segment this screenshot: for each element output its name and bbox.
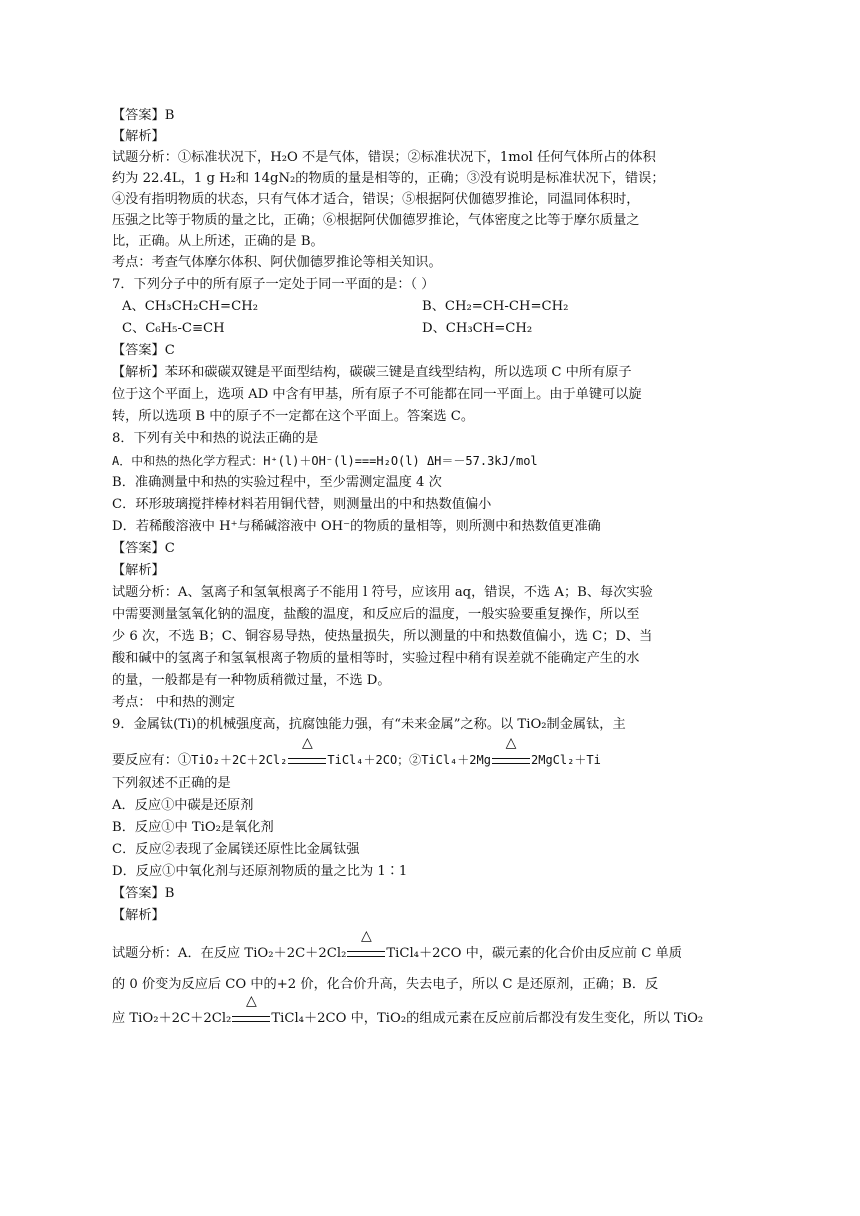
analysis-text: 酸和碱中的氢离子和氢氧根离子物质的量相等时，实验过程中稍有误差就不能确定产生的水 — [112, 651, 640, 666]
analysis-label-q9: 【解析】 — [112, 908, 165, 923]
q9-analysis-line-2: 的 0 价变为反应后 CO 中的+2 价，化合价升高，失去电子，所以 C 是还原剂，正确；B．反 — [112, 977, 659, 992]
heat-triangle-icon: △ — [301, 735, 313, 751]
heat-equals-sign — [287, 735, 327, 771]
q9-option-b: B．反应①中 TiO₂是氧化剂 — [112, 820, 274, 835]
answer-label-q8: 【答案】C — [112, 541, 175, 556]
analysis-text: 转，所以选项 B 中的原子不一定都在这个平面上。答案选 C。 — [112, 409, 475, 424]
q7-option-b: B、CH₂=CH-CH=CH₂ — [422, 299, 569, 314]
analysis-label-q6: 【解析】 — [112, 129, 165, 144]
q7-option-d: D、CH₃CH=CH₂ — [422, 321, 533, 336]
topic-note-q6: 考点：考查气体摩尔体积、阿伏伽德罗推论等相关知识。 — [112, 255, 442, 270]
question-9-stem: 9．金属钛(Ti)的机械强度高，抗腐蚀能力强，有“未来金属”之称。以 TiO₂制金属钛，主 — [112, 717, 626, 732]
double-line-icon — [288, 758, 326, 764]
analysis-text: 试题分析：A、氢离子和氢氧根离子不能用 l 符号，应该用 aq，错误，不选 A；B、每次实验 — [112, 585, 653, 600]
heat-equals-sign — [491, 735, 531, 771]
question-8-stem: 8．下列有关中和热的说法正确的是 — [112, 431, 319, 446]
analysis-text: TiCl₄＋2CO 中，TiO₂的组成元素在反应前后都没有发生变化，所以 TiO₂ — [271, 1011, 704, 1026]
analysis-text: 少 6 次，不选 B；C、铜容易导热，使热量损失，所以测量的中和热数值偏小，选 C；D、当 — [112, 629, 653, 644]
reaction-2-products: 2MgCl₂＋Ti — [531, 753, 601, 767]
analysis-text: TiCl₄＋2CO 中，碳元素的化合价由反应前 C 单质 — [386, 946, 682, 961]
q8-option-a: A．中和热的热化学方程式：H⁺(l)＋OH⁻(l)===H₂O(l) ΔH＝－57.3kJ/mol — [112, 454, 538, 468]
answer-label-q9: 【答案】B — [112, 886, 175, 901]
analysis-text: 【解析】苯环和碳碳双键是平面型结构，碳碳三键是直线型结构，所以选项 C 中所有原子 — [112, 365, 632, 380]
analysis-text: 约为 22.4L，1 g H₂和 14gN₂的物质的量是相等的，正确；③没有说明是标准状况下，错误； — [112, 171, 665, 186]
topic-note-q8: 考点： 中和热的测定 — [112, 695, 235, 710]
reaction-1-products: TiCl₄＋2CO；② — [327, 753, 422, 767]
question-7-stem: 7．下列分子中的所有原子一定处于同一平面的是：（ ） — [112, 277, 435, 292]
heat-triangle-icon: △ — [360, 928, 372, 944]
q9-analysis-line-3 — [112, 993, 704, 1029]
q7-option-c: C、C₆H₅-C≡CH — [122, 321, 225, 336]
q9-analysis-line-1 — [112, 928, 682, 964]
reaction-1-reactants: TiO₂＋2C＋2Cl₂ — [191, 753, 288, 767]
double-line-icon — [492, 758, 530, 764]
q8-option-b: B．准确测量中和热的实验过程中，至少需测定温度 4 次 — [112, 475, 442, 490]
double-line-icon — [347, 951, 385, 957]
q9-option-d: D．反应①中氧化剂与还原剂物质的量之比为 1∶1 — [112, 864, 408, 879]
q9-sub-stem: 下列叙述不正确的是 — [112, 776, 231, 791]
analysis-text: 试题分析：①标准状况下，H₂O 不是气体，错误；②标准状况下，1mol 任何气体所占的体积 — [112, 150, 656, 165]
q9-reaction-equations — [112, 735, 601, 770]
double-line-icon — [232, 1016, 270, 1022]
heat-equals-sign — [231, 993, 271, 1029]
heat-triangle-icon: △ — [505, 735, 517, 751]
q9-option-c: C．反应②表现了金属镁还原性比金属钛强 — [112, 842, 360, 857]
reaction-2-reactants: TiCl₄＋2Mg — [421, 753, 491, 767]
heat-triangle-icon: △ — [245, 993, 257, 1009]
q9-option-a: A．反应①中碳是还原剂 — [112, 798, 254, 813]
q8-option-d: D．若稀酸溶液中 H⁺与稀碱溶液中 OH⁻的物质的量相等，则所测中和热数值更准确 — [112, 519, 601, 534]
answer-label-q6: 【答案】B — [112, 108, 175, 123]
heat-equals-sign — [346, 928, 386, 964]
analysis-text: 应 TiO₂＋2C＋2Cl₂ — [112, 1011, 232, 1026]
analysis-text: 试题分析：A．在反应 TiO₂＋2C＋2Cl₂ — [112, 946, 347, 961]
q8-option-c: C．环形玻璃搅拌棒材料若用铜代替，则测量出的中和热数值偏小 — [112, 497, 492, 512]
analysis-text: 位于这个平面上，选项 AD 中含有甲基，所有原子不可能都在同一平面上。由于单键可以旋 — [112, 387, 642, 402]
reaction-prefix: 要反应有：① — [112, 753, 192, 768]
analysis-label-q8: 【解析】 — [112, 563, 165, 578]
analysis-text: 中需要测量氢氧化钠的温度，盐酸的温度，和反应后的温度，一般实验要重复操作，所以至 — [112, 607, 640, 622]
analysis-text: 比，正确。从上所述，正确的是 B。 — [112, 234, 324, 249]
answer-label-q7: 【答案】C — [112, 343, 175, 358]
analysis-text: 的量，一般都是有一种物质稍微过量，不选 D。 — [112, 673, 391, 688]
q7-option-a: A、CH₃CH₂CH=CH₂ — [122, 299, 258, 314]
analysis-text: 压强之比等于物质的量之比，正确；⑥根据阿伏伽德罗推论，气体密度之比等于摩尔质量之 — [112, 213, 640, 228]
analysis-text: ④没有指明物质的状态，只有气体才适合，错误；⑤根据阿伏伽德罗推论，同温同体积时， — [112, 192, 640, 207]
